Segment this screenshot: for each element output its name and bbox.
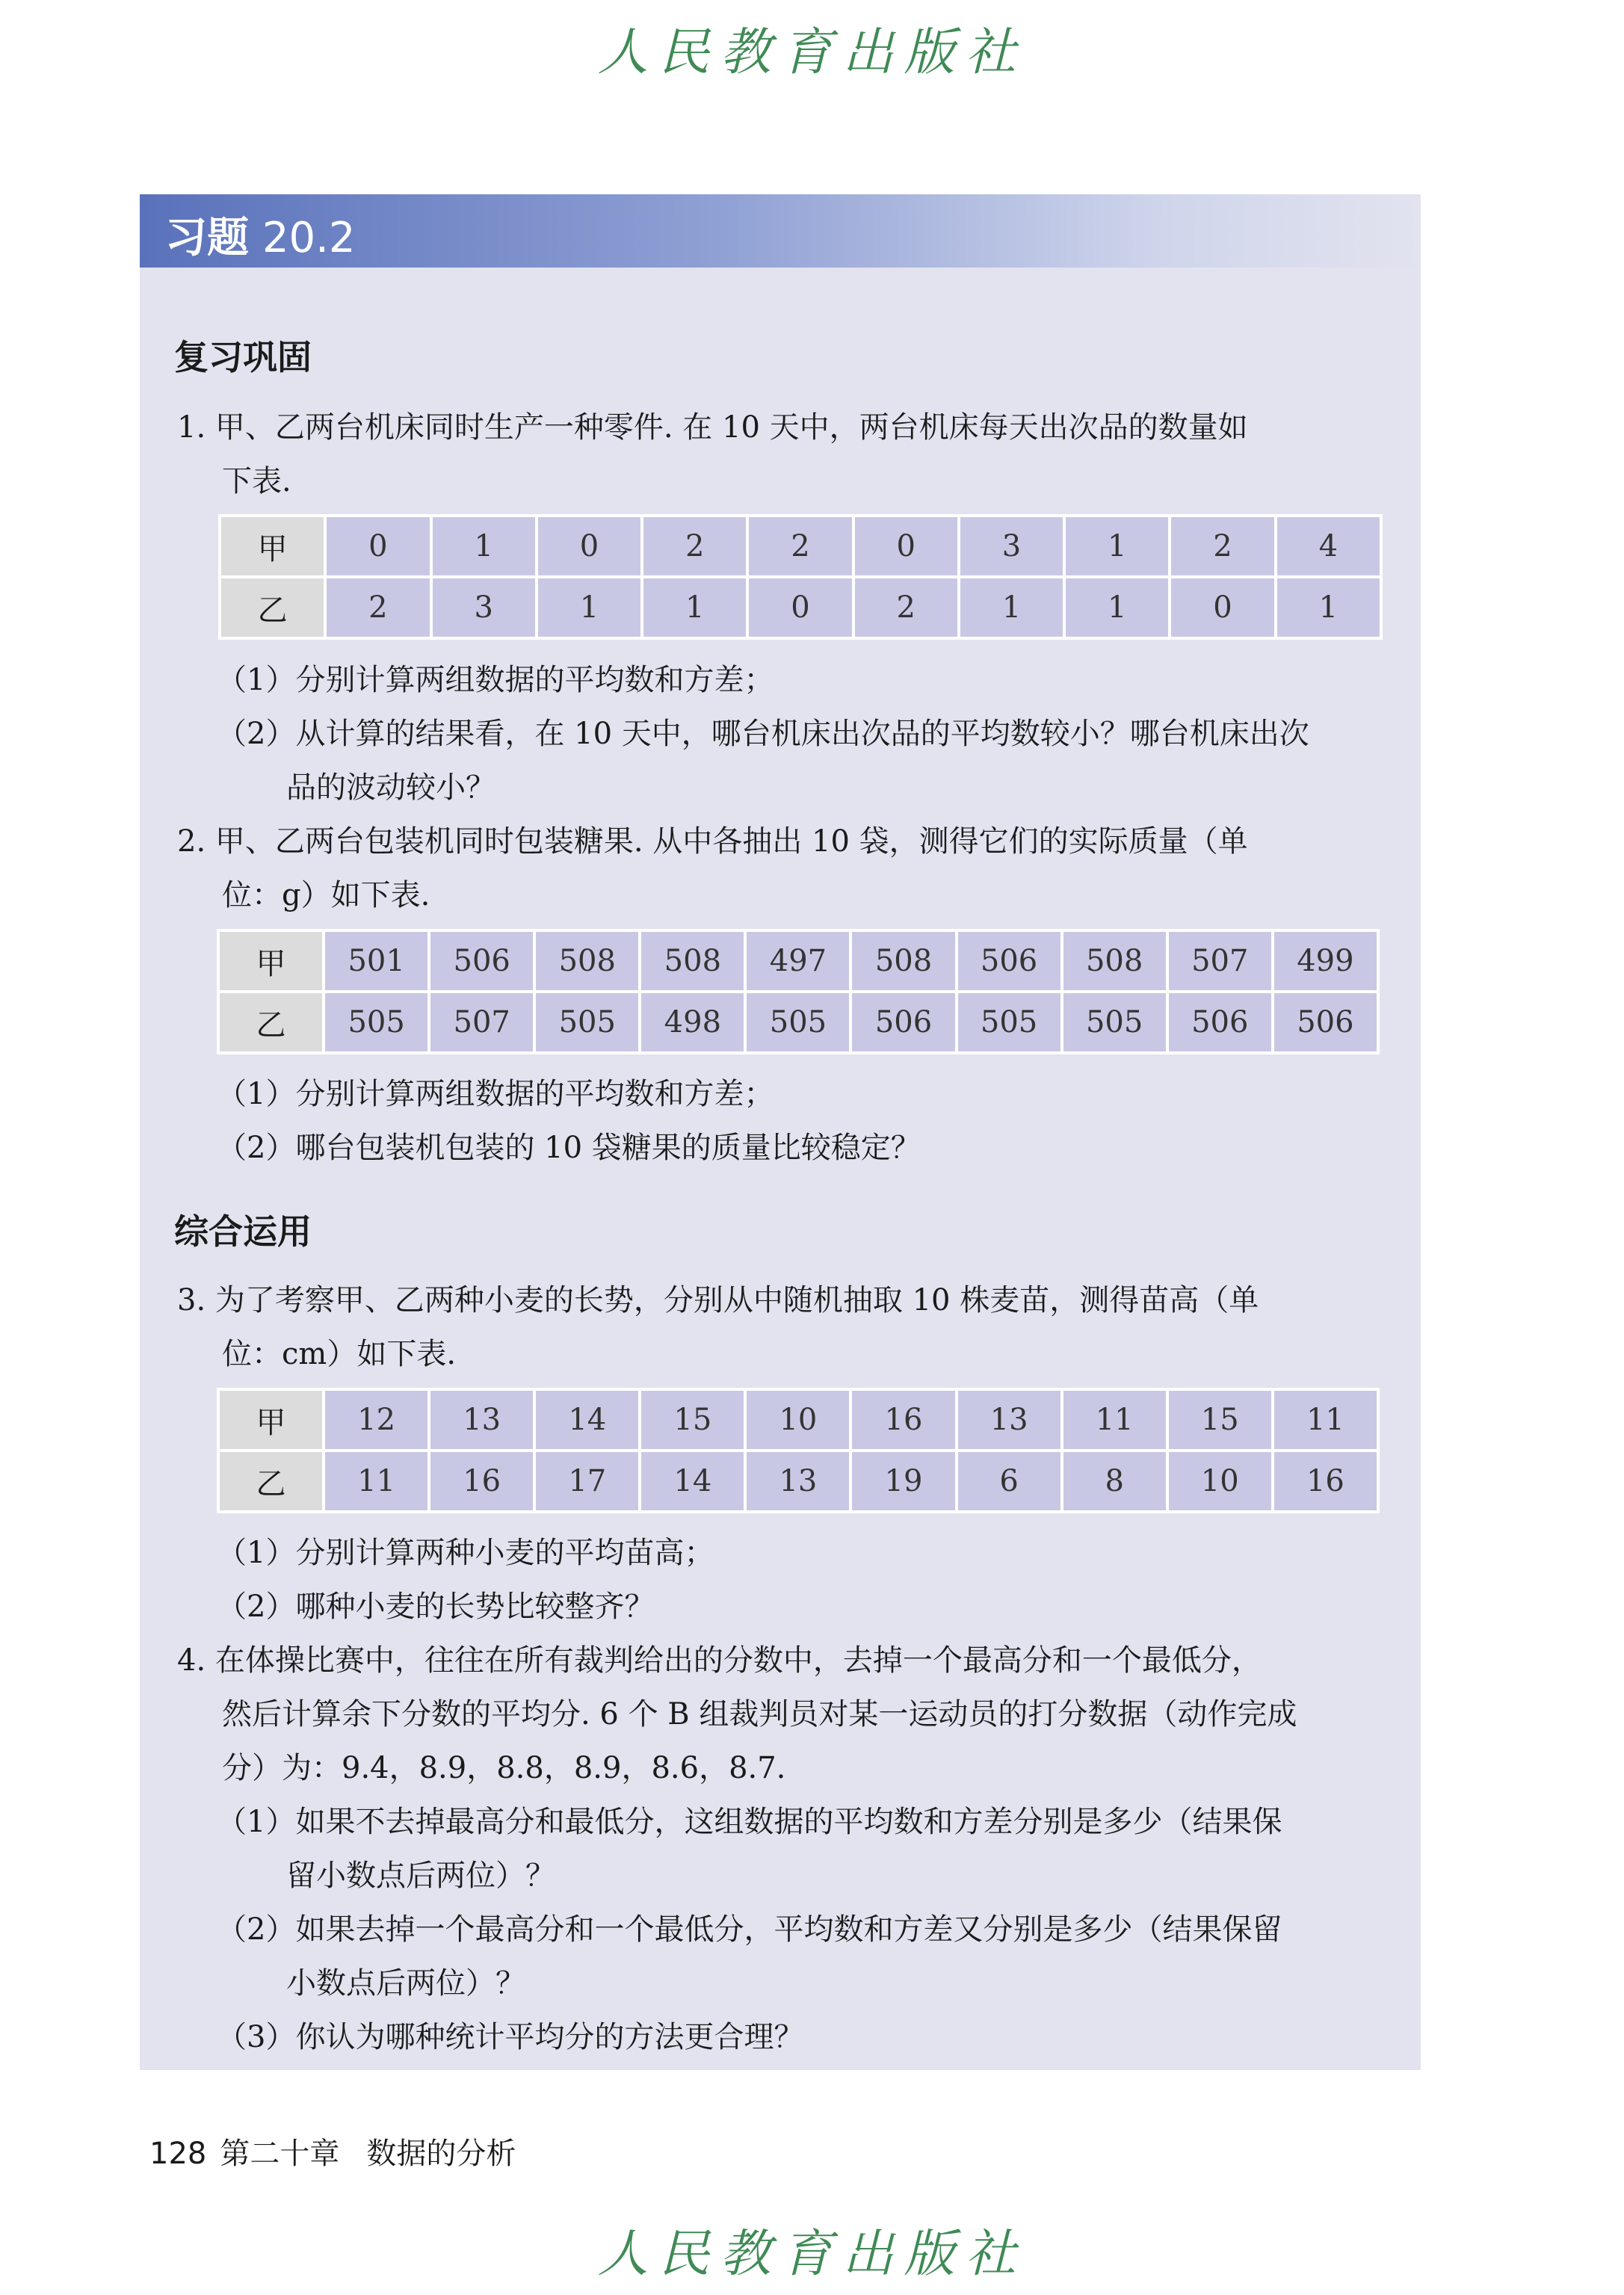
table-cell: 15 [640,1389,745,1451]
table-cell: 11 [324,1451,429,1512]
page-footer [149,2130,516,2172]
q1-text-line2: 下表. [222,464,291,498]
table-cell: 2 [853,577,959,638]
table-cell: 1 [431,516,537,577]
table-cell: 507 [1167,930,1273,992]
q1-sub2-line1: （2）从计算的结果看，在 10 天中，哪台机床出次品的平均数较小？哪台机床出次 [217,717,1309,751]
row-label: 乙 [220,577,325,638]
table-row [220,516,1381,577]
table-cell: 505 [1062,992,1167,1053]
table-cell: 14 [534,1389,640,1451]
table-cell: 501 [324,930,429,992]
chapter-label: 第二十章 [220,2137,340,2171]
q3-sub1: （1）分别计算两种小麦的平均苗高； [217,1536,714,1570]
table-cell: 17 [534,1451,640,1512]
table-cell: 1 [1064,577,1170,638]
section-title [165,205,356,265]
table-cell: 13 [957,1389,1062,1451]
q1-sub2-line2: 品的波动较小？ [286,770,495,805]
table-cell: 1 [1276,577,1381,638]
table-cell: 1 [959,577,1064,638]
q4-sub3: （3）你认为哪种统计平均分的方法更合理？ [217,2020,804,2054]
table-cell: 6 [957,1451,1062,1512]
table-cell: 508 [850,930,956,992]
table-cell: 505 [324,992,429,1053]
table-cell: 0 [537,516,642,577]
section-title-label: 习题 [165,214,249,262]
table-cell: 1 [1064,516,1170,577]
q3-sub2: （2）哪种小麦的长势比较整齐？ [217,1590,655,1624]
q4-text-line1: 4. 在体操比赛中，往往在所有裁判给出的分数中，去掉一个最高分和一个最低分， [177,1643,1262,1678]
q4-sub2-line1: （2）如果去掉一个最高分和一个最低分，平均数和方差又分别是多少（结果保留 [217,1912,1282,1947]
section-title-number: 20.2 [262,214,356,262]
table-cell: 1 [642,577,747,638]
q2-sub2: （2）哪台包装机包装的 10 袋糖果的质量比较稳定？ [217,1131,921,1165]
table-row [218,1451,1378,1512]
table-cell: 0 [747,577,853,638]
publisher-watermark-bottom: 人民教育出版社 [597,2225,1027,2284]
table-cell: 14 [640,1451,745,1512]
table-cell: 2 [747,516,853,577]
table-cell: 508 [640,930,745,992]
table-cell: 499 [1273,930,1378,992]
table-cell: 2 [1170,516,1275,577]
table-cell: 2 [642,516,747,577]
table-cell: 3 [431,577,537,638]
table-cell: 505 [534,992,640,1053]
table-cell: 10 [1167,1451,1273,1512]
table-cell: 16 [1273,1451,1378,1512]
q4-sub1-line1: （1）如果不去掉最高分和最低分，这组数据的平均数和方差分别是多少（结果保 [217,1805,1282,1839]
table-cell: 0 [853,516,959,577]
q4-text-line3: 分）为：9.4，8.9，8.8，8.9，8.6，8.7. [222,1751,786,1785]
table-cell: 13 [429,1389,534,1451]
row-label: 乙 [218,992,324,1053]
table-row [218,992,1378,1053]
table-cell: 19 [850,1451,956,1512]
table-cell: 16 [850,1389,956,1451]
table-cell: 506 [850,992,956,1053]
publisher-watermark-top: 人民教育出版社 [597,23,1027,82]
table-cell: 8 [1062,1451,1167,1512]
table-cell: 497 [745,930,850,992]
row-label: 甲 [218,1389,324,1451]
q3-text-line1: 3. 为了考察甲、乙两种小麦的长势，分别从中随机抽取 10 株麦苗，测得苗高（单 [177,1283,1259,1318]
table-row [220,577,1381,638]
q4-sub2-line2: 小数点后两位）？ [286,1966,525,2001]
q3-data-table [217,1388,1380,1513]
q1-text-line1: 1. 甲、乙两台机床同时生产一种零件. 在 10 天中，两台机床每天出次品的数量如 [177,410,1248,445]
chapter-title: 数据的分析 [366,2137,516,2171]
table-cell: 505 [957,992,1062,1053]
heading-review: 复习巩固 [174,337,312,377]
row-label: 甲 [218,930,324,992]
table-cell: 13 [745,1451,850,1512]
section-title-bar [140,194,1421,268]
table-cell: 506 [1167,992,1273,1053]
q1-data-table [218,514,1383,640]
q2-sub1: （1）分别计算两组数据的平均数和方差； [217,1077,774,1111]
table-row [218,1389,1378,1451]
q2-text-line2: 位：g）如下表. [222,878,430,912]
table-cell: 0 [1170,577,1275,638]
table-cell: 11 [1062,1389,1167,1451]
table-row [218,930,1378,992]
table-cell: 506 [1273,992,1378,1053]
table-cell: 12 [324,1389,429,1451]
q1-sub1: （1）分别计算两组数据的平均数和方差； [217,663,774,697]
table-cell: 498 [640,992,745,1053]
table-cell: 1 [537,577,642,638]
q2-text-line1: 2. 甲、乙两台包装机同时包装糖果. 从中各抽出 10 袋，测得它们的实际质量（单 [177,824,1248,859]
table-cell: 15 [1167,1389,1273,1451]
q4-text-line2: 然后计算余下分数的平均分. 6 个 B 组裁判员对某一运动员的打分数据（动作完成 [222,1697,1297,1732]
row-label: 乙 [218,1451,324,1512]
table-cell: 4 [1276,516,1381,577]
q2-data-table [217,929,1380,1054]
row-label: 甲 [220,516,325,577]
table-cell: 508 [534,930,640,992]
table-cell: 508 [1062,930,1167,992]
table-cell: 507 [429,992,534,1053]
q4-sub1-line2: 留小数点后两位）？ [286,1859,555,1893]
table-cell: 11 [1273,1389,1378,1451]
table-cell: 2 [325,577,430,638]
table-cell: 505 [745,992,850,1053]
heading-apply: 综合运用 [174,1211,312,1252]
table-cell: 16 [429,1451,534,1512]
page-number: 128 [149,2137,207,2171]
table-cell: 506 [957,930,1062,992]
table-cell: 10 [745,1389,850,1451]
q3-text-line2: 位：cm）如下表. [222,1337,457,1371]
table-cell: 3 [959,516,1064,577]
table-cell: 0 [325,516,430,577]
table-cell: 506 [429,930,534,992]
